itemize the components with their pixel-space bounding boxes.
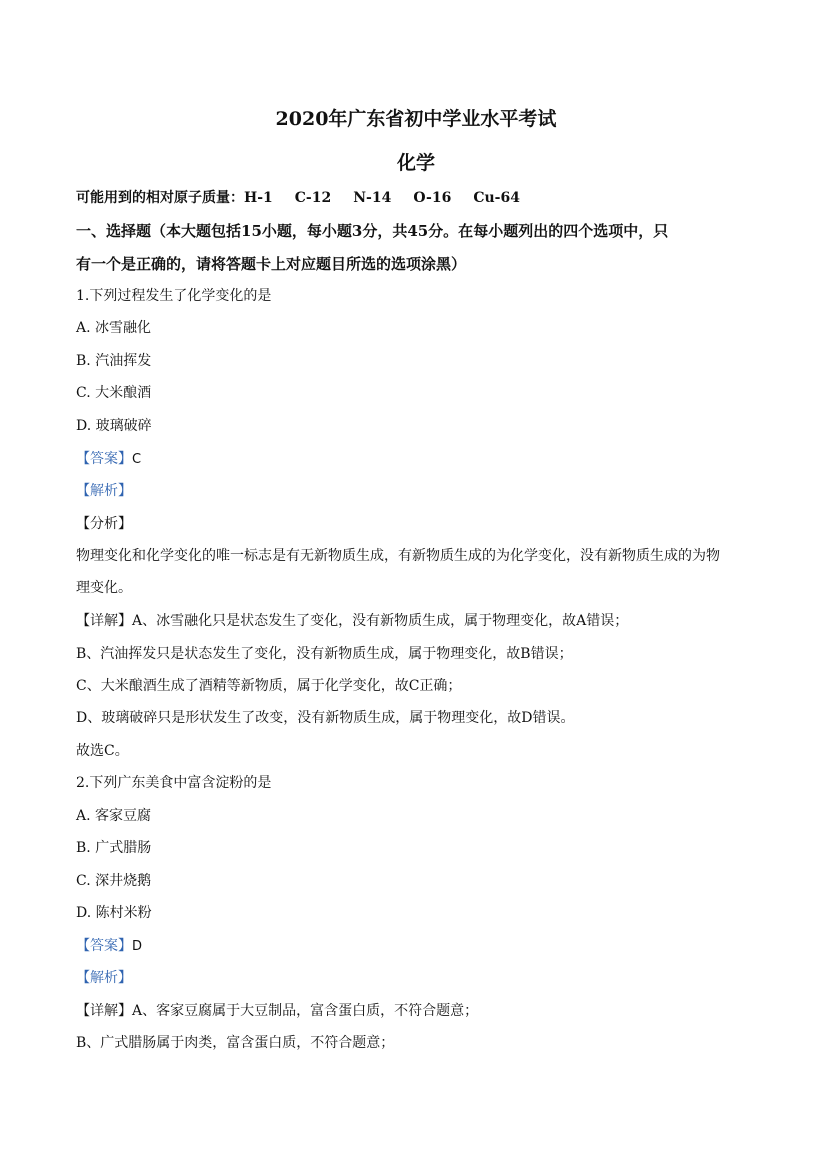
q1-answer-value: C <box>132 452 142 467</box>
q1-detail-b: B、汽油挥发只是状态发生了变化，没有新物质生成，属于物理变化，故B错误； <box>76 646 573 662</box>
q1-fenxi-line2: 理变化。 <box>76 580 132 596</box>
section-heading-line2: 有一个是正确的，请将答题卡上对应题目所选的选项涂黑） <box>76 255 467 273</box>
q1-option-a: A. 冰雪融化 <box>76 320 152 336</box>
atomic-mass-line <box>76 188 542 208</box>
q2-option-d: D. 陈村米粉 <box>76 905 152 921</box>
q2-answer-value: D <box>132 939 143 954</box>
q1-fenxi-line1: 物理变化和化学变化的唯一标志是有无新物质生成，有新物质生成的为化学变化，没有新物质生成的为物 <box>76 548 720 564</box>
mass-o: O-16 <box>413 190 452 206</box>
mass-cu: Cu-64 <box>473 190 520 206</box>
atomic-mass-label: 可能用到的相对原子质量： <box>76 190 244 206</box>
q1-detail-a <box>76 611 628 631</box>
q2-option-a: A. 客家豆腐 <box>76 808 152 824</box>
q1-stem: 1.下列过程发生了化学变化的是 <box>76 288 272 304</box>
q1-answer-tag: 【答案】 <box>76 451 132 467</box>
q2-option-c: C. 深井烧鹅 <box>76 873 152 889</box>
q2-detail-b: B、广式腊肠属于肉类，富含蛋白质，不符合题意； <box>76 1035 395 1051</box>
q1-option-d: D. 玻璃破碎 <box>76 418 152 434</box>
mass-n: N-14 <box>353 190 392 206</box>
q2-detail-a-text: A、客家豆腐属于大豆制品，富含蛋白质，不符合题意； <box>132 1003 479 1019</box>
q2-answer-tag: 【答案】 <box>76 938 132 954</box>
section-heading-line1: 一、选择题（本大题包括15小题，每小题3分，共45分。在每小题列出的四个选项中，只 <box>76 222 669 240</box>
q2-detail-a <box>76 1001 478 1021</box>
q2-analysis-tag: 【解析】 <box>76 970 132 986</box>
exam-title: 2020年广东省初中学业水平考试 <box>275 108 557 130</box>
subject-title: 化学 <box>396 152 435 174</box>
q1-answer <box>76 449 141 470</box>
q2-detail-tag: 【详解】 <box>76 1003 132 1019</box>
q2-answer <box>76 936 142 957</box>
mass-h: H-1 <box>244 190 273 206</box>
q1-detail-d: D、玻璃破碎只是形状发生了改变，没有新物质生成，属于物理变化，故D错误。 <box>76 710 575 726</box>
q1-option-c: C. 大米酿酒 <box>76 385 152 401</box>
q1-option-b: B. 汽油挥发 <box>76 353 152 369</box>
q1-conclusion: 故选C。 <box>76 743 129 759</box>
q1-detail-tag: 【详解】 <box>76 613 132 629</box>
q1-analysis-tag: 【解析】 <box>76 483 132 499</box>
q2-option-b: B. 广式腊肠 <box>76 840 152 856</box>
q1-detail-c: C、大米酿酒生成了酒精等新物质，属于化学变化，故C正确； <box>76 678 462 694</box>
q1-fenxi-tag: 【分析】 <box>76 516 132 532</box>
mass-c: C-12 <box>294 190 332 206</box>
q2-stem: 2.下列广东美食中富含淀粉的是 <box>76 775 272 791</box>
q1-detail-a-text: A、冰雪融化只是状态发生了变化，没有新物质生成，属于物理变化，故A错误； <box>132 613 629 629</box>
